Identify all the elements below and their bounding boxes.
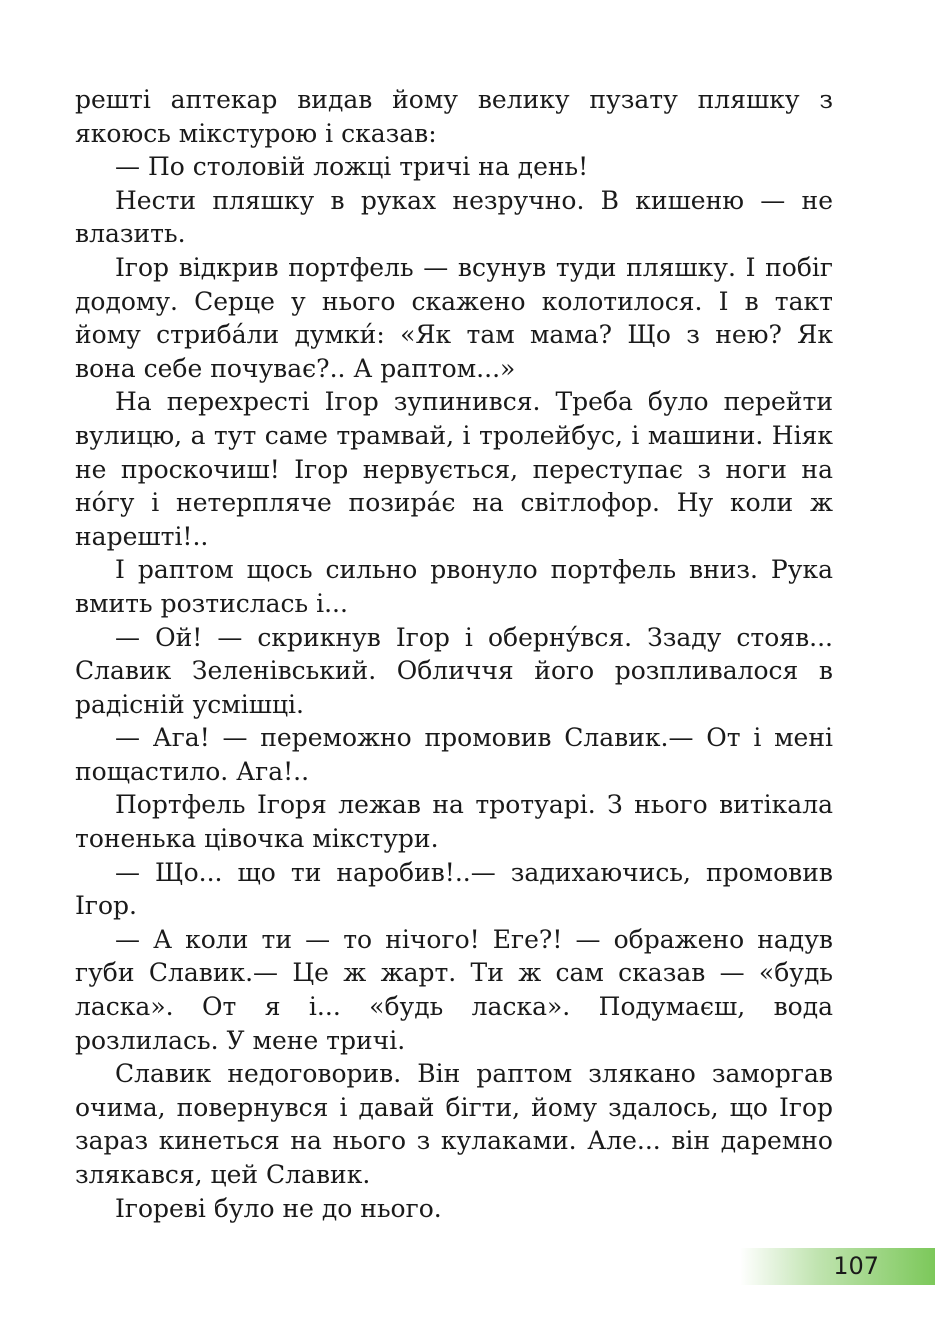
paragraph: — Що... що ти наробив!..— задихаючись, промовив Ігор. — [75, 857, 833, 921]
paragraph: — По столовій ложці тричі на день! — [115, 152, 589, 182]
paragraph: Нести пляшку в руках незручно. В кишеню — не влазить. — [75, 185, 833, 249]
paragraph: — Ой! — скрикнув Ігор і оберну́вся. Ззаду стояв... Славик Зеленівський. Обличчя його розпливалося в радісній усмішці. — [75, 622, 833, 719]
paragraph: Славик недоговорив. Він раптом злякано заморгав очима, повернувся і давай бігти, йому здалось, що Ігор зараз кинеться на нього з кулаками. Але... він даремно злякався, цей Славик. — [75, 1059, 833, 1189]
story-text — [75, 83, 833, 1225]
page-number-band — [740, 1248, 935, 1285]
paragraph: — А коли ти — то нічого! Еге?! — ображено надув губи Славик.— Це ж жарт. Ти ж сам сказав — «будь ласка». От я і... «будь ласка». Подумаєш, вода розлилась. У мене тричі. — [75, 924, 833, 1055]
paragraph: Ігор відкрив портфель — всунув туди пляшку. І побіг додому. Серце у нього скажено колотилося. І в такт йому стриба́ли думки́: «Як там мама? Що з нею? Як вона себе почуває?.. А раптом...» — [75, 252, 833, 383]
paragraph: Ігореві було не до нього. — [115, 1193, 442, 1223]
paragraph: На перехресті Ігор зупинився. Треба було перейти вулицю, а тут саме трамвай, і тролейбус, і машини. Ніяк не проскочиш! Ігор нервується, переступає з ноги на но́гу і нетерпляче позира́є на світлофор. Ну коли ж нарешті!.. — [75, 387, 833, 551]
paragraph: — Ага! — переможно промовив Славик.— От і мені пощастило. Ага!.. — [75, 723, 833, 786]
page-number: 107 — [833, 1252, 879, 1280]
paragraph: решті аптекар видав йому велику пузату пляшку з якоюсь мікстурою і сказав: — [75, 85, 833, 148]
paragraph: І раптом щось сильно рвонуло портфель вниз. Рука вмить розтислась і... — [75, 555, 833, 618]
paragraph: Портфель Ігоря лежав на тротуарі. З нього витікала тоненька цівочка мікстури. — [75, 790, 833, 854]
